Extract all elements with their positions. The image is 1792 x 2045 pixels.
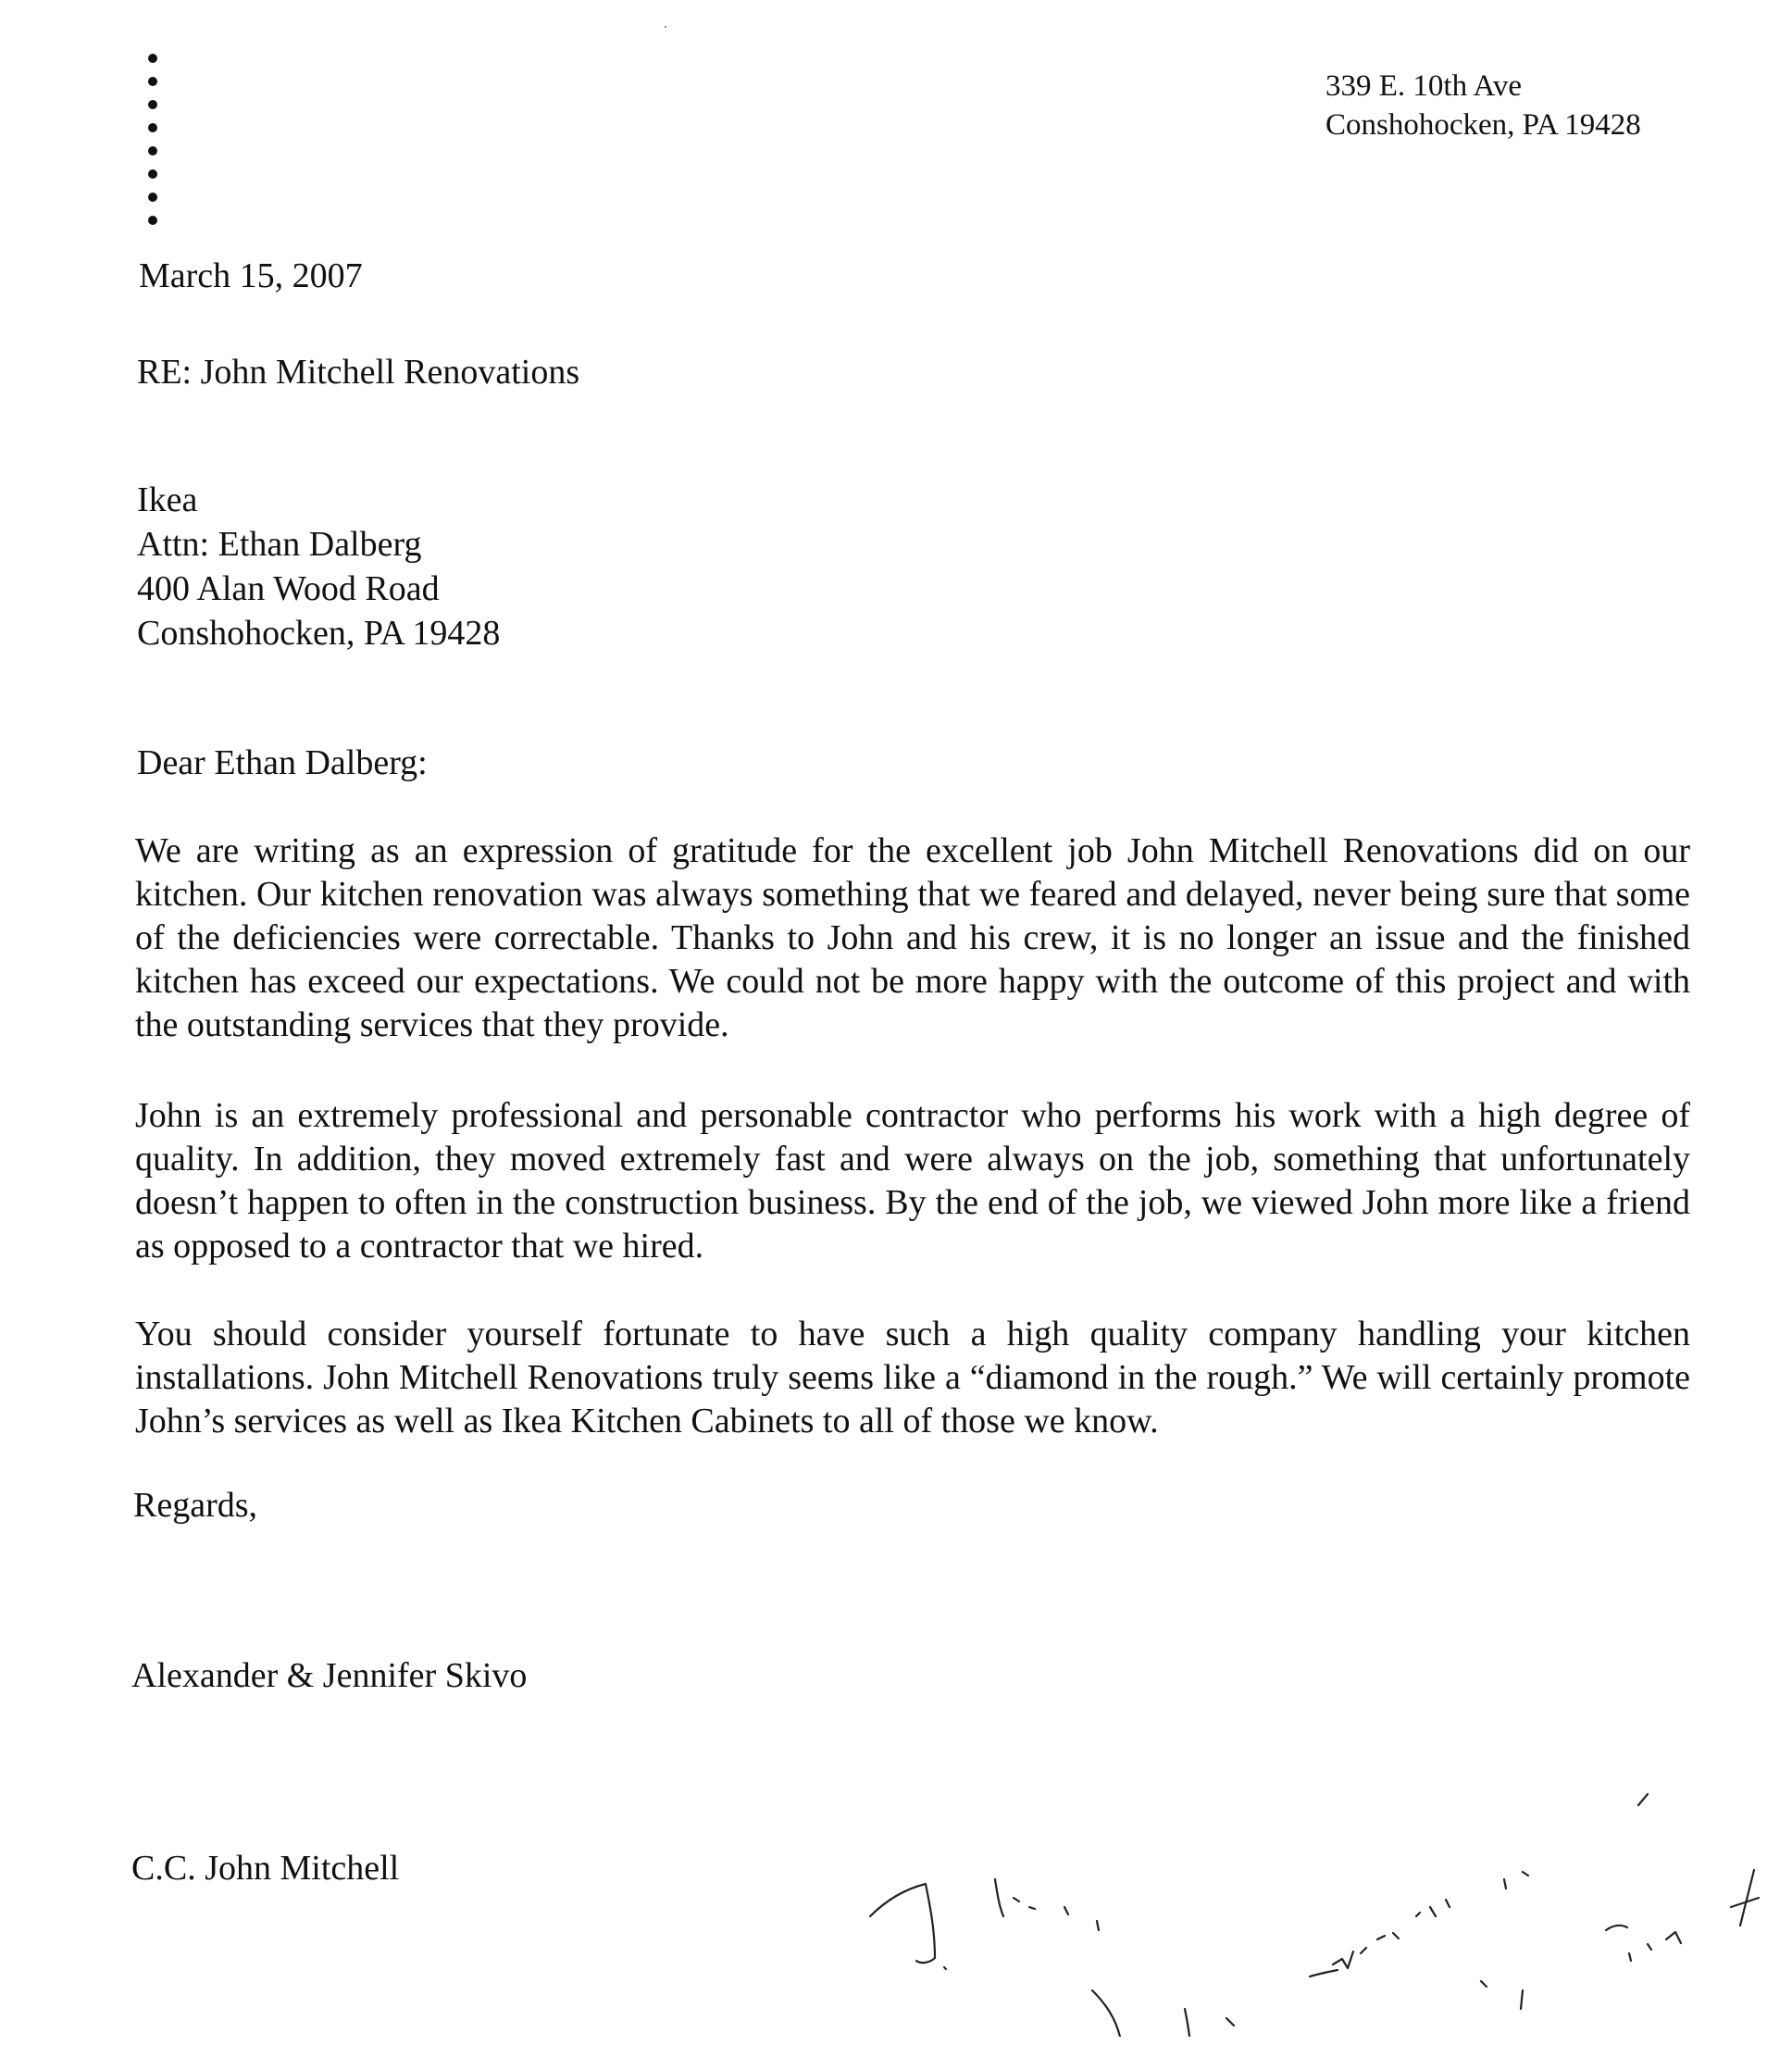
bullet-dot-icon [148, 54, 157, 63]
bullet-dot-icon [148, 77, 157, 86]
cc-line: C.C. John Mitchell [131, 1849, 400, 1888]
handwriting-icon [815, 1759, 1777, 2037]
bullet-dot-icon [148, 216, 157, 225]
bullet-dot-icon [148, 169, 157, 179]
body-paragraph-2: John is an extremely professional and personable contractor who performs his work with a high degree of quality. In addition, they moved extremely fast and were always on the job, something that unfortunately doesn’t happen to often in the construction business. By the end of the job, we viewed John more like a friend as opposed to a contractor that we hired. [135, 1096, 1690, 1266]
recipient-street: 400 Alan Wood Road [137, 569, 440, 608]
sender-street: 339 E. 10th Ave [1325, 69, 1523, 103]
signers: Alexander & Jennifer Skivo [131, 1656, 528, 1695]
bullet-dot-icon [148, 193, 157, 202]
scan-speck [665, 26, 666, 28]
recipient-attention: Attn: Ethan Dalberg [137, 525, 422, 564]
bullet-dot-icon [148, 123, 157, 132]
letter-date: March 15, 2007 [139, 256, 363, 295]
closing: Regards, [133, 1486, 258, 1525]
recipient-company: Ikea [137, 480, 198, 519]
bullet-dot-icon [148, 146, 157, 156]
margin-dots [148, 54, 159, 239]
sender-city: Conshohocken, PA 19428 [1325, 108, 1641, 142]
sender-address [1325, 67, 1641, 144]
body-paragraph-1: We are writing as an expression of gratitude for the excellent job John Mitchell Renovations did on our kitchen. Our kitchen renovation was always something that we feared and delayed, never being sure that some of the deficiencies were correctable. Thanks to John and his crew, it is no longer an issue and the finished kitchen has exceed our expectations. We could not be more happy with the outcome of this project and with the outstanding services that they provide. [135, 831, 1690, 1044]
salutation: Dear Ethan Dalberg: [137, 743, 428, 782]
bullet-dot-icon [148, 100, 157, 109]
subject-line: RE: John Mitchell Renovations [137, 353, 580, 392]
recipient-address [137, 478, 500, 655]
body-paragraph-3: You should consider yourself fortunate to have such a high quality company handling your kitchen installations. John Mitchell Renovations truly seems like a “diamond in the rough.” We will certainly promote John’s services as well as Ikea Kitchen Cabinets to all of those we know. [135, 1315, 1690, 1440]
recipient-city: Conshohocken, PA 19428 [137, 614, 501, 653]
